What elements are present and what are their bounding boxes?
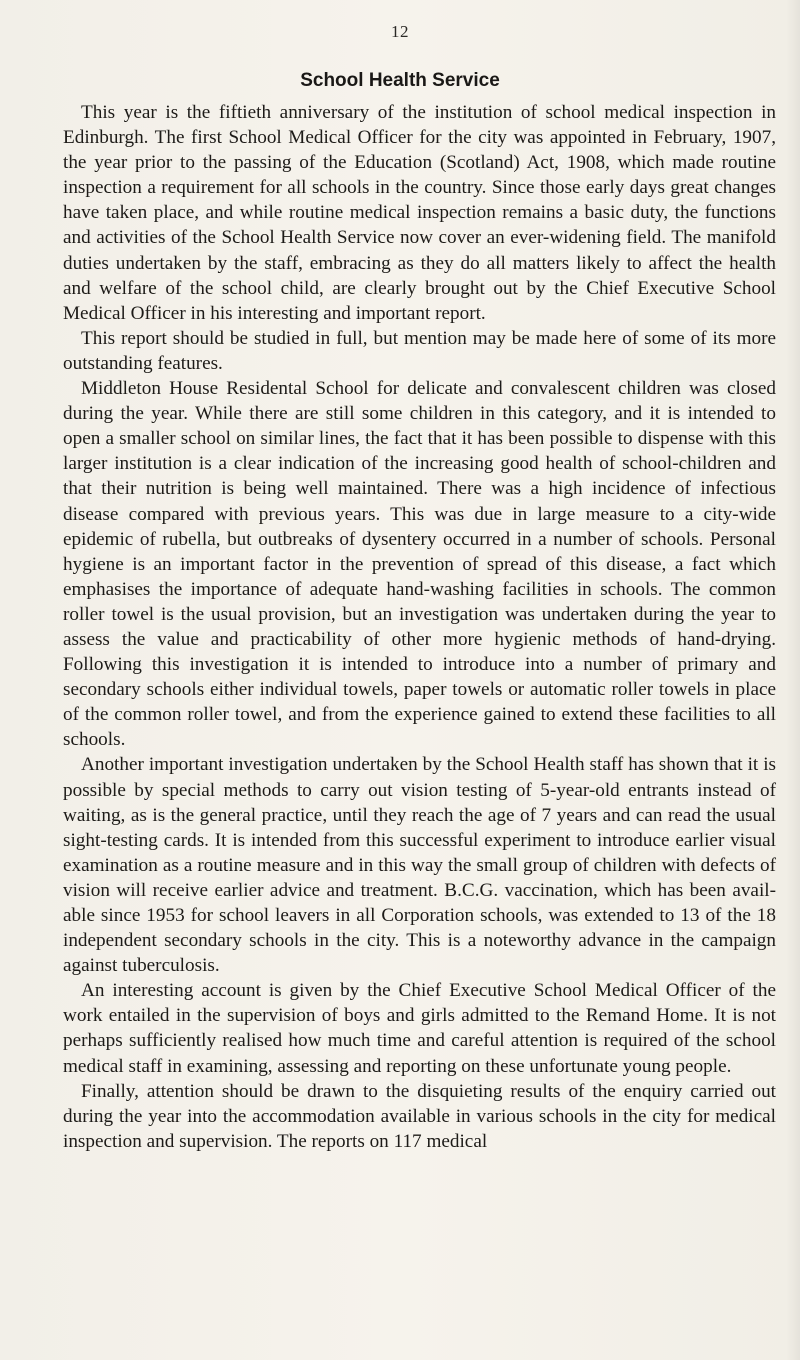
paragraph-middleton-house: Middleton House Residental School for delicate and convalescent children was closed during the year. While there are still some children in this category, and it is intended to open a smaller school on similar lines, the fact that it has been possible to dispense with this larger institution is a clear indication of the increasing good health of school-children and that their nutrition is being well maintained. There was a high incidence of infectious disease compared with previous years. This was due in large measure to a city-wide epidemic of rubella, but outbreaks of dysentery occurred in a number of schools. Personal hygiene is an important factor in the prevention of spread of this disease, a fact which emphasises the importance of adequate hand-washing facilities in schools. The common roller towel is the usual provision, but an investigation was undertaken during the year to assess the value and practicability of other more hygienic methods of hand-drying. Following this investigation it is intended to introduce into a number of primary and secondary schools either individual towels, paper towels or automatic roller towels in place of the common roller towel, and from the experience gained to extend these facilities to all schools. [63,378,776,751]
paragraph-anniversary: This year is the fiftieth anniversary of the institution of school medical inspection in Edinburgh. The first School Medical Officer for the city was appointed in February, 1907, the year prior to the passing of the Education (Scotland) Act, 1908, which made routine inspection a requirement for all schools in the country. Since those early days great changes have taken place, and while routine medical inspection remains a basic duty, the functions and activities of the School Health Service now cover an ever-widening field. The manifold duties undertaken by the staff, embracing as they do all matters likely to affect the health and welfare of the school child, are clearly brought out by the Chief Executive School Medical Officer in his interesting and important report. [63,102,776,324]
page-edge-shadow [786,0,800,1360]
paragraph-remand-home: An interesting account is given by the Chief Executive School Medical Officer of the work entailed in the supervision of boys and girls admitted to the Remand Home. It is not perhaps sufficiently realised how much time and careful attention is required of the school medical staff in examining, assessing and reporting on these unfortunate young people. [63,980,776,1077]
body-text [63,100,776,1154]
paragraph-accommodation: Finally, attention should be drawn to the disquieting results of the enquiry carried out during the year into the accommodation available in various schools in the city for medical inspection and supervision. The reports on 117 medical [63,1080,776,1152]
section-heading: School Health Service [300,70,500,91]
paragraph-report-intro: This report should be studied in full, but mention may be made here of some of its more outstanding features. [63,327,776,374]
paragraph-vision-testing: Another important investigation undertaken by the School Health staff has shown that it is possible by special methods to carry out vision testing of 5-year-old entrants instead of waiting, as is the general practice, until they reach the age of 7 years and can read the usual sight-testing cards. It is intended from this successful experiment to introduce earlier visual examination as a routine measure and in this way the small group of children with defects of vision will receive earlier advice and treatment. B.C.G. vaccination, which has been available since 1953 for school leavers in all Corporation schools, was extended to 13 of the 18 independent secondary schools in the city. This is a noteworthy advance in the campaign against tuberculosis. [63,754,776,977]
page-number: 12 [391,22,409,41]
